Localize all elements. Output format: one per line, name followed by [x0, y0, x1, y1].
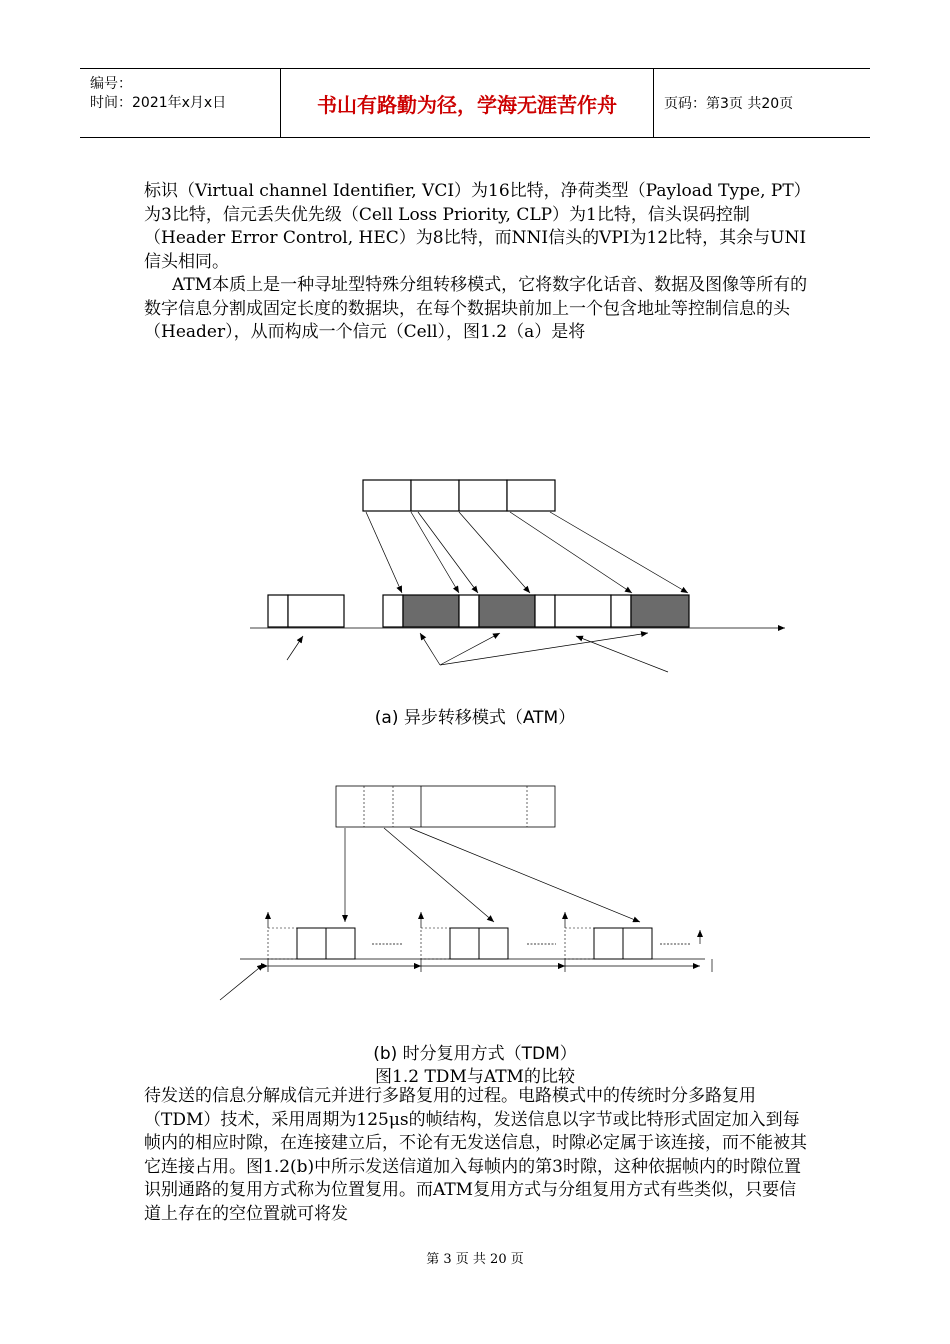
tdm-label-pointer: [220, 964, 264, 1000]
atm-label-pointers: [287, 633, 668, 672]
time-label: 时间：2021年x月x日: [90, 95, 227, 111]
tdm-frames: [268, 928, 652, 959]
atm-source-cells: [363, 480, 555, 511]
atm-cell-stream: [268, 595, 689, 627]
tdm-mapping-arrows: [345, 828, 640, 922]
number-label: 编号：: [90, 76, 132, 92]
paragraph-1-text: 标识（Virtual channel Identifier, VCI）为16比特，净荷类型（Payload Type, PT）为3比特，信元丢失优先级（Cell Loss Priority, CLP）为1比特，信头误码控制（Header Error Control, HEC）为8比特，而NNI信头的VPI为12比特，其余与UNI信头相同。: [144, 181, 807, 272]
page-footer: 第 3 页 共 20 页: [426, 1252, 524, 1267]
header-motto: 书山有路勤为径，学海无涯苦作舟: [281, 69, 654, 137]
atm-mapping-arrows: [366, 512, 688, 593]
paragraph-3: [144, 1085, 809, 1226]
tdm-source-frame: [336, 786, 555, 827]
tdm-frame-period-dimensions: [268, 959, 712, 972]
caption-figure: 图1.2 TDM与ATM的比较: [375, 1067, 575, 1087]
caption-atm: (a) 异步转移模式（ATM）: [374, 708, 576, 728]
header-page-info: 页码：第3页 共20页: [664, 96, 794, 112]
paragraph-2-text: ATM本质上是一种寻址型特殊分组转移模式，它将数字化话音、数据及图像等所有的数字信息分割成固定长度的数据块，在每个数据块前加上一个包含地址等控制信息的头（Header），从而构成一个信元（Cell），图1.2（a）是将: [144, 275, 808, 342]
caption-tdm: (b) 时分复用方式（TDM）: [373, 1044, 577, 1064]
paragraph-3-text: 待发送的信息分解成信元并进行多路复用的过程。电路模式中的传统时分多路复用（TDM）技术，采用周期为125μs的帧结构，发送信息以字节或比特形式固定加入到每帧内的相应时隙，在连接建立后，不论有无发送信息，时隙必定属于该连接，而不能被其它连接占用。图1.2(b)中所示发送信道加入每帧内的第3时隙，这种依据帧内的时隙位置识别通路的复用方式称为位置复用。而ATM复用方式与分组复用方式有些类似，只要信道上存在的空位置就可将发: [144, 1086, 807, 1224]
